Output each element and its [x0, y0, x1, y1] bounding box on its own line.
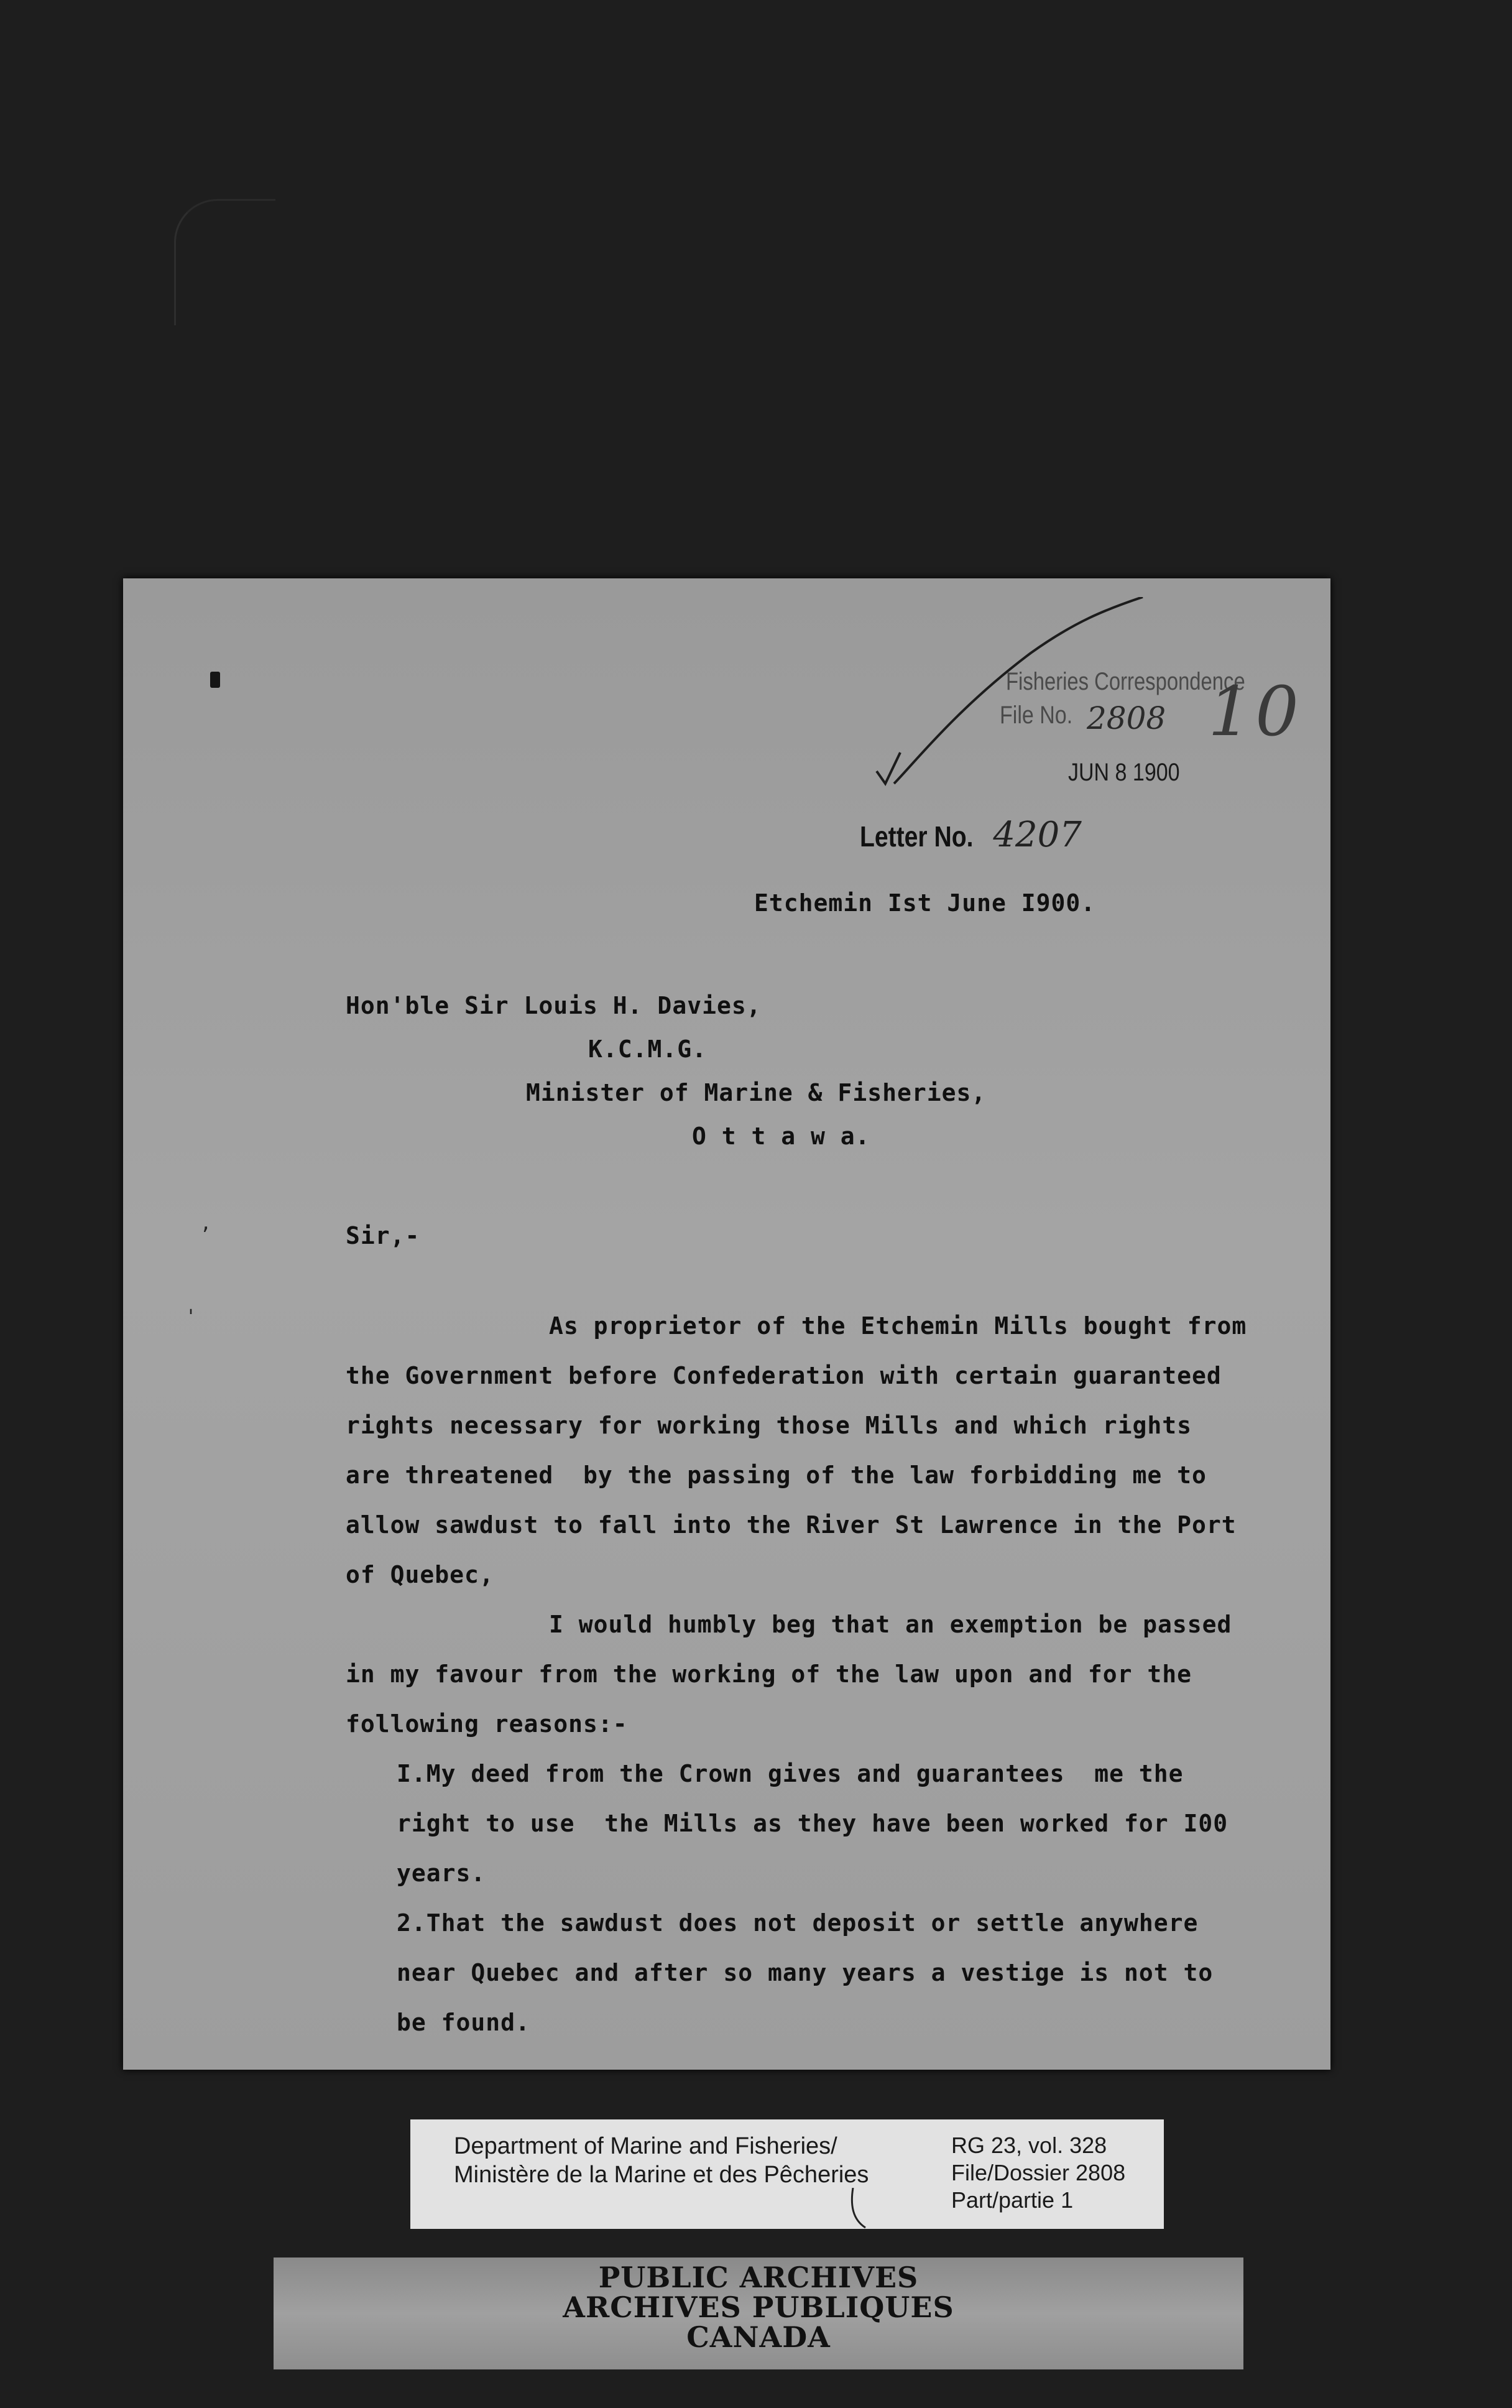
stamp-received-date: JUN 8 1900: [1068, 759, 1180, 786]
body-line: are threatened by the passing of the law forbidding me to: [346, 1461, 1207, 1489]
page-reference: 10: [1208, 672, 1302, 751]
margin-tick-mark: ,: [200, 1213, 212, 1234]
letter-page: [123, 578, 1330, 2070]
addressee-line-2: K.C.M.G.: [588, 1035, 708, 1063]
archive-stamp-line-2: ARCHIVES PUBLIQUES: [563, 2290, 954, 2324]
body-line: following reasons:-: [346, 1710, 628, 1738]
stamp-file-label: File No.: [1000, 702, 1073, 729]
public-archives-stamp: [274, 2258, 1243, 2369]
reason-line: 2.That the sawdust does not deposit or settle anywhere: [397, 1909, 1199, 1937]
salutation: Sir,-: [346, 1222, 420, 1249]
letter-number-value: 4207: [993, 815, 1082, 855]
archive-reference-label: [410, 2119, 1164, 2229]
addressee-line-1: Hon'ble Sir Louis H. Davies,: [346, 992, 762, 1019]
letter-number-label: Letter No.: [860, 820, 974, 853]
department-name: [454, 2132, 869, 2189]
body-line: As proprietor of the Etchemin Mills bought from: [549, 1312, 1247, 1340]
addressee-line-3: Minister of Marine & Fisheries,: [526, 1079, 987, 1106]
pen-mark-icon: [846, 2188, 870, 2231]
body-line: of Quebec,: [346, 1561, 494, 1588]
place-date: Etchemin Ist June I900.: [754, 889, 1096, 917]
stamp-correspondence: Fisheries Correspondence: [1006, 668, 1245, 695]
body-line: in my favour from the working of the law upon and for the: [346, 1660, 1192, 1688]
reason-line: right to use the Mills as they have been worked for I00: [397, 1810, 1228, 1837]
archive-reference: [951, 2132, 1125, 2214]
addressee-line-4: O t t a w a.: [692, 1123, 870, 1150]
film-scratch: [174, 199, 275, 325]
archive-stamp-line-3: CANADA: [686, 2320, 831, 2354]
part-partie: Part/partie 1: [951, 2187, 1074, 2213]
record-group: RG 23, vol. 328: [951, 2132, 1107, 2158]
department-english: Department of Marine and Fisheries/: [454, 2133, 837, 2159]
letter-number: [860, 815, 1082, 855]
reason-line: near Quebec and after so many years a vestige is not to: [397, 1959, 1214, 1986]
department-french: Ministère de la Marine et des Pêcheries: [454, 2162, 869, 2188]
file-dossier: File/Dossier 2808: [951, 2160, 1126, 2185]
stamp-file-number: 2808: [1087, 700, 1166, 736]
body-line: I would humbly beg that an exemption be passed: [549, 1611, 1232, 1638]
reason-line: be found.: [397, 2009, 530, 2036]
body-line: the Government before Confederation with certain guaranteed: [346, 1362, 1222, 1389]
punch-hole-mark: [210, 672, 220, 688]
archive-stamp-line-1: PUBLIC ARCHIVES: [598, 2261, 919, 2294]
margin-tick-mark: ': [185, 1306, 197, 1328]
reason-line: years.: [397, 1859, 486, 1887]
body-line: rights necessary for working those Mills and which rights: [346, 1412, 1192, 1439]
reason-line: I.My deed from the Crown gives and guarantees me the: [397, 1760, 1184, 1787]
body-line: allow sawdust to fall into the River St Lawrence in the Port: [346, 1511, 1237, 1539]
